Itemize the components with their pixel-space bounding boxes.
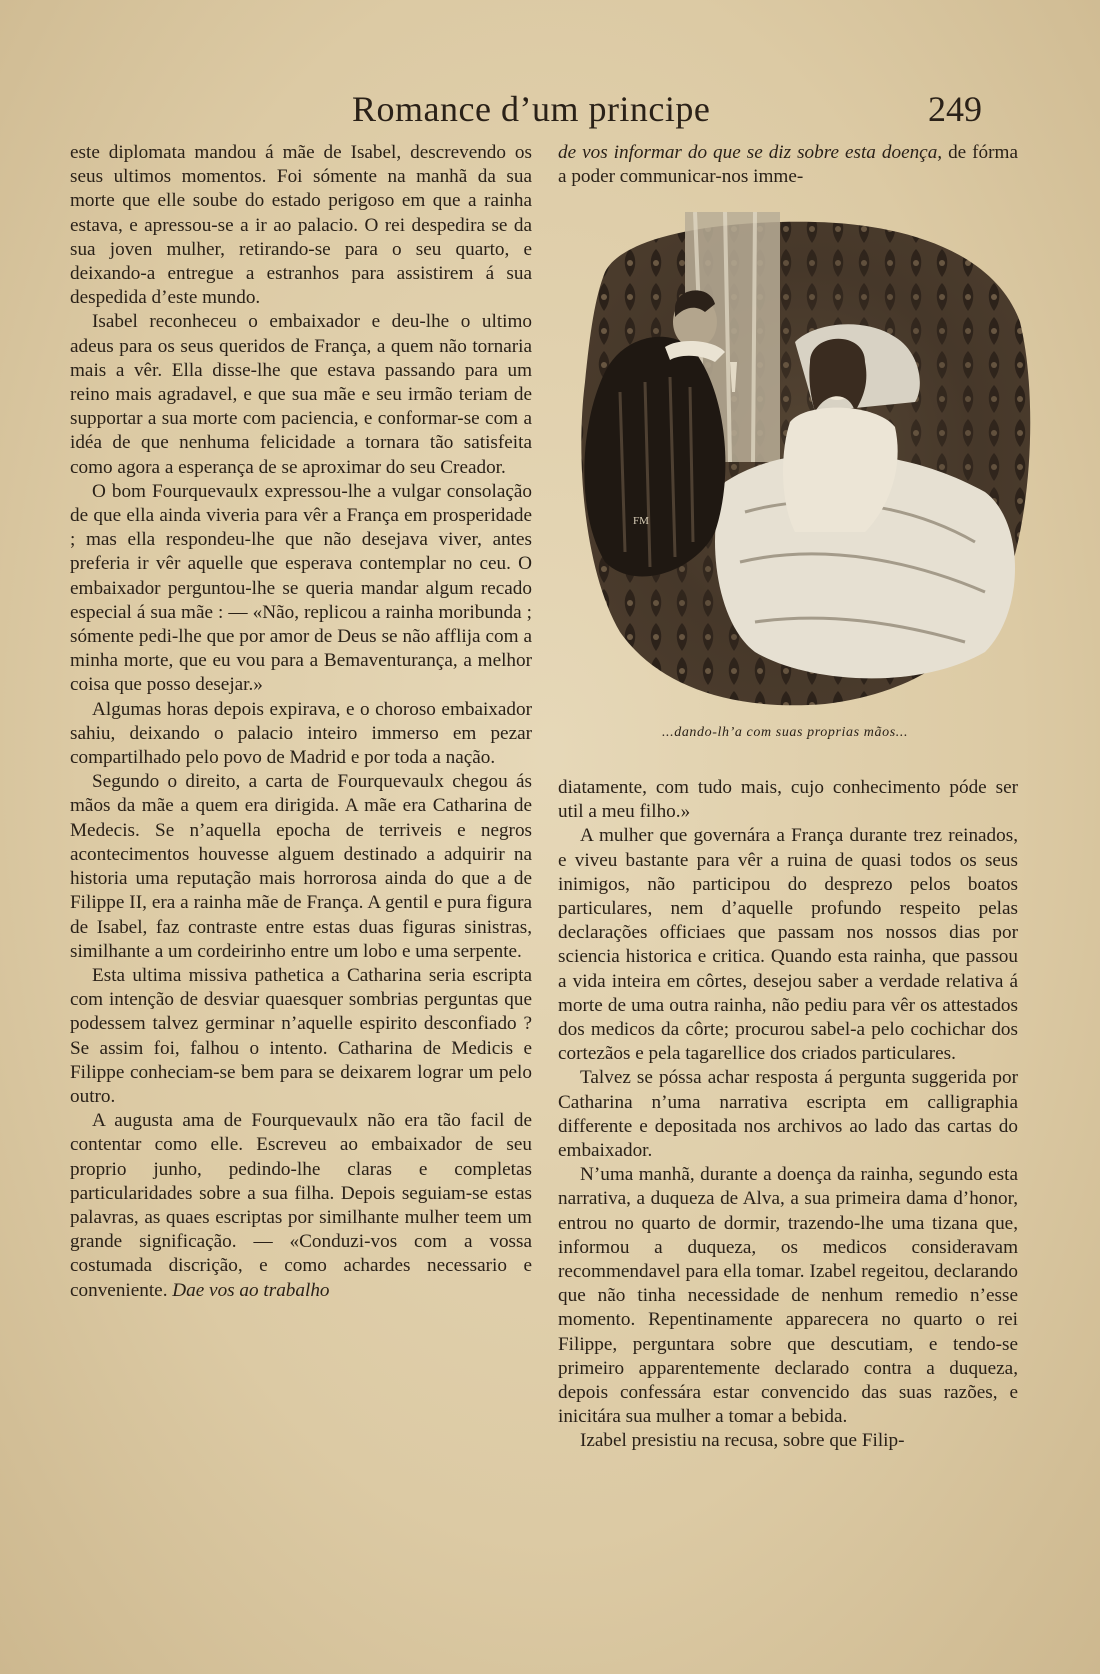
- paragraph: A mulher que governára a França durante trez reinados, e viveu bastante para vêr a ruina de quasi todos os seus inimigos, não participou do desprezo pelos boatos particulares, nem d’aquelle profundo respeito pelas declarações officiaes que passam nos nossos dias por sciencia historica e critica. Quando esta rainha, que passou a vida inteira em côrtes, desejou saber a verdade relativa á morte de uma outra rainha, não pediu para vêr os attestados dos medicos da côrte; procurou sabel-a pelo cochichar dos cortezãos e pela tagarellice dos criados particulares.: [558, 825, 1018, 1065]
- paragraph: Talvez se póssa achar resposta á pergunta suggerida por Catharina n’uma narrativa escripta em calligraphia differente e depositada nos archivos ao lado das cartas do embaixador.: [558, 1067, 1018, 1162]
- paragraph: Segundo o direito, a carta de Fourquevaulx chegou ás mãos da mãe a quem era dirigida. A mãe era Catharina de Medecis. Se n’aquella epocha de terriveis e negros acontecimentos houvesse alguem destinado a adquirir na historia uma reputação mais horrorosa ainda do que a de Filippe II, era a rainha mãe de França. A gentil e pura figura de Isabel, faz contraste entre estas duas figuras sinistras, similhante a um cordeirinho entre um lobo e uma serpente.: [70, 771, 532, 962]
- left-column: [70, 141, 532, 1303]
- running-title: Romance d’um principe: [352, 89, 711, 129]
- page-number: 249: [928, 89, 982, 129]
- right-column-bottom: [558, 776, 1018, 1454]
- paragraph-text: de fórma a poder communicar-nos imme-: [558, 142, 1018, 188]
- italic-phrase: Dae vos ao trabalho: [172, 1279, 330, 1301]
- artist-signature: FM: [633, 515, 649, 527]
- paragraph: este diplomata mandou á mãe de Isabel, descrevendo os seus ultimos momentos. Foi sómente na manhã da sua morte que elle soube do estado perigoso em que a rainha estava, e apressou-se a ir ao palacio. O rei despedira se da sua joven mulher, retirando-se para o seu quarto, e deixando-a entregue a estranhos para assistirem á sua despedida d’este mundo.: [70, 142, 532, 309]
- paragraph: Algumas horas depois expirava, e o choroso embaixador sahiu, deixando o palacio inteiro immerso em pezar compartilhado pelo povo de Madrid e por toda a nação.: [70, 698, 532, 769]
- paragraph: Izabel presistiu na recusa, sobre que Filip-: [580, 1430, 905, 1452]
- italic-quote: de vos informar do que se diz sobre esta doença,: [558, 142, 943, 163]
- running-head: [0, 88, 1100, 138]
- paragraph: Esta ultima missiva pathetica a Catharina seria escripta com intenção de desviar quaesquer sombrias perguntas que podessem talvez germinar n’aquelle espirito desconfiado ? Se assim foi, falhou o intento. Catharina de Medicis e Filippe conheciam-se bem para se deixarem lograr um pelo outro.: [70, 964, 532, 1107]
- paragraph: O bom Fourquevaulx expressou-lhe a vulgar consolação de que ella ainda viveria para vêr a França em prosperidade ; mas ella respondeu-lhe que não desejava viver, antes preferia ir vêr aquelle que esperava contemplar no ceu. O embaixador perguntou-lhe se queria mandar algum recado especial á sua mãe : — «Não, replicou a rainha moribunda ; sómente pedi-lhe que por amor de Deus se não afflija com a minha morte, que eu vou para a Bemaventurança, a melhor coisa que posso desejar.»: [70, 480, 532, 696]
- paragraph: N’uma manhã, durante a doença da rainha, segundo esta narrativa, a duqueza de Alva, a sua primeira dama d’honor, entrou no quarto de dormir, trazendo-lhe uma tizana que, informou a duqueza, os medicos consideravam recommendavel para ella tomar. Izabel regeitou, declarando que não tinha necessidade de nenhum remedio n’esse momento. Repentinamente apparecera no quarto o rei Filippe, perguntara sobre que descutiam, e tendo-se primeiro apparentemente declarado contra a duqueza, depois confessára estar convencido das suas razões, e inicitára sua mulher a tomar a bebida.: [558, 1164, 1018, 1428]
- illustration-caption: ...dando-lh’a com suas proprias mãos...: [661, 725, 909, 740]
- king-cloak: [584, 337, 725, 577]
- paragraph: Isabel reconheceu o embaixador e deu-lhe o ultimo adeus para os seus queridos de França, a quem não tornaria mais a vêr. Ella disse-lhe que estava passando para um reino mais agradavel, e que sua mãe e seu irmão teriam de supportar a sua morte com paciencia, e conformar-se com a idéa de que nenhuma felicidade a tornara tão satisfeita como agora a esperança de se aproximar do seu Creador.: [70, 311, 532, 478]
- right-column-top: [558, 141, 1018, 189]
- paragraph-continued: diatamente, com tudo mais, cujo conhecimento póde ser util a meu filho.»: [558, 777, 1018, 823]
- paragraph-continued: [558, 141, 1018, 189]
- illustration-drawing: [565, 212, 1035, 714]
- paragraph-text: A augusta ama de Fourquevaulx não era tão facil de contentar como elle. Escreveu ao embaixador de seu proprio junho, pedindo-lhe claras e completas particularidades sobre a sua filha. Depois seguiam-se estas palavras, as quaes escriptas por similhante mulher teem um grande significação. — «Conduzi-vos com a vossa costumada discrição, e como achardes necessario e conveniente.: [70, 1110, 532, 1301]
- illustration-engraving: [565, 212, 1035, 714]
- paragraph-with-italic-tail: [70, 1109, 532, 1303]
